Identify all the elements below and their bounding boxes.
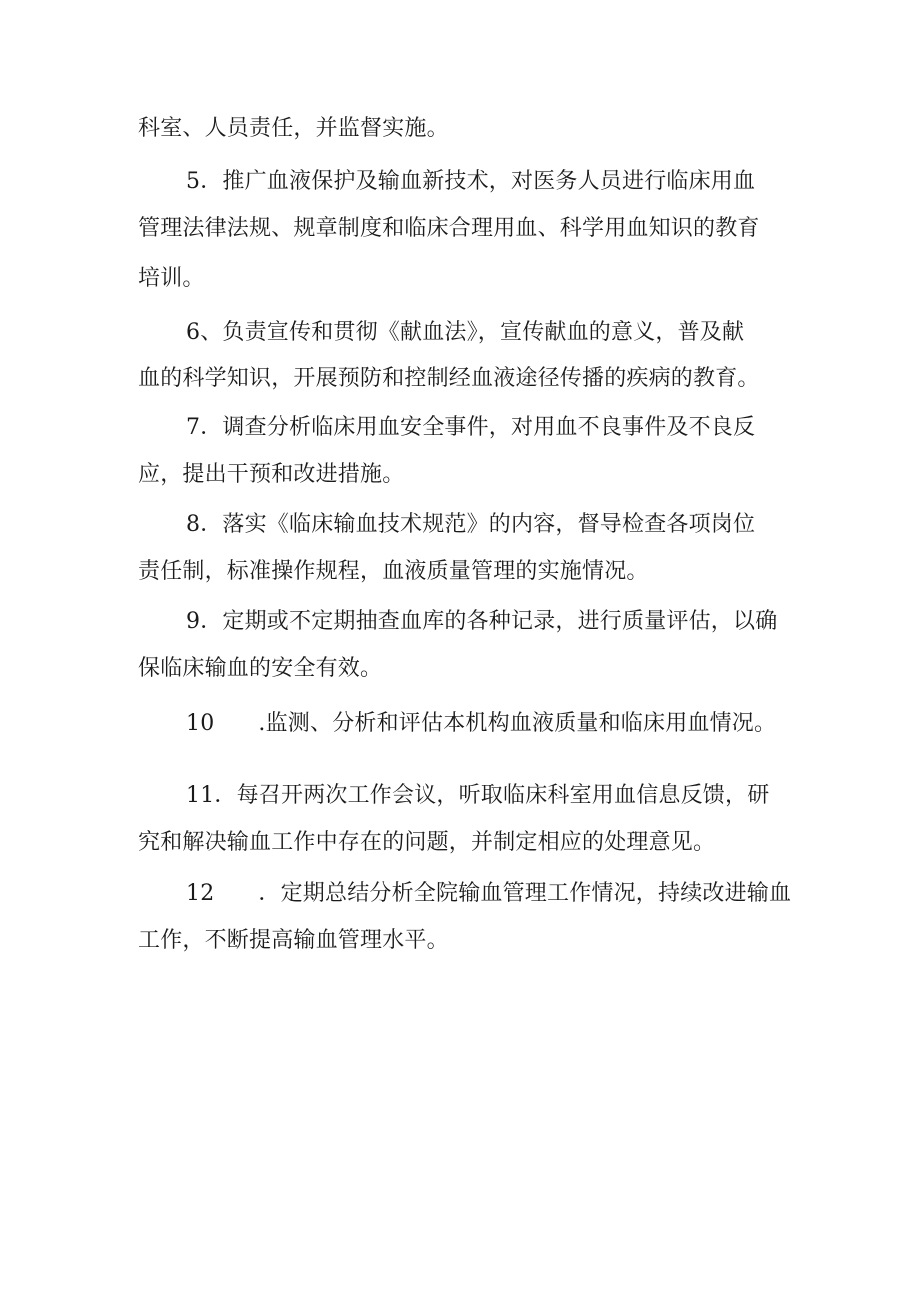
item-8-line-1: 8．落实《临床输血技术规范》的内容，督导检查各项岗位 [186,512,756,537]
item-11-line-1: 11．每召开两次工作会议，听取临床科室用血信息反馈，研 [186,783,770,808]
item-12-number: 12 [186,881,215,906]
item-12-line-1 [186,879,791,909]
item-5-line-2: 管理法律法规、规章制度和临床合理用血、科学用血知识的教育 [138,216,760,241]
item-10-number: 10 [186,711,215,736]
item-7-line-1: 7．调查分析临床用血安全事件，对用血不良事件及不良反 [186,415,756,440]
item-10-text: .监测、分析和评估本机构血液质量和临床用血情况。 [258,711,777,736]
item-11-line-2: 究和解决输血工作中存在的问题，并制定相应的处理意见。 [138,830,716,855]
item-12-text: ．定期总结分析全院输血管理工作情况，持续改进输血 [258,881,792,906]
item-5-line-3: 培训。 [138,266,205,291]
item-10-line-1 [186,709,776,739]
paragraph-4-tail: 科室、人员责任，并监督实施。 [138,116,449,141]
item-7-line-2: 应，提出干预和改进措施。 [138,462,405,487]
item-12-line-2: 工作，不断提高输血管理水平。 [138,928,449,953]
item-5-line-1: 5．推广血液保护及输血新技术，对医务人员进行临床用血 [186,169,756,194]
item-9-line-2: 保临床输血的安全有效。 [138,656,383,681]
item-8-line-2: 责任制，标准操作规程，血液质量管理的实施情况。 [138,559,649,584]
item-9-line-1: 9．定期或不定期抽查血库的各种记录，进行质量评估，以确 [186,609,778,634]
item-6-line-1: 6、负责宣传和贯彻《献血法》，宣传献血的意义，普及献 [186,320,745,345]
item-6-line-2: 血的科学知识，开展预防和控制经血液途径传播的疾病的教育。 [138,366,760,391]
